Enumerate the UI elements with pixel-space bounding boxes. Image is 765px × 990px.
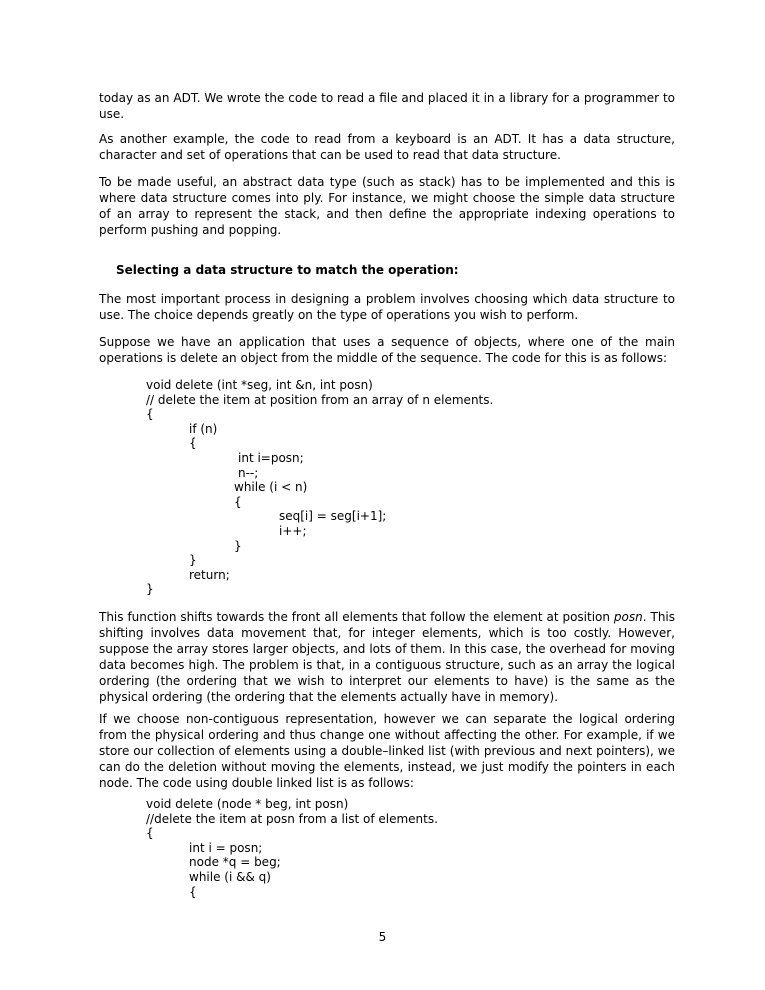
section-heading: Selecting a data structure to match the operation: <box>116 263 459 277</box>
page-number: 5 <box>378 930 387 944</box>
paragraph-italic-term: posn <box>613 610 643 624</box>
code-line: { <box>189 436 197 451</box>
code-line: // delete the item at position from an array of n elements. <box>146 392 494 407</box>
paragraph-text: This function shifts towards the front all elements that follow the element at position <box>99 610 614 624</box>
code-line: if (n) <box>189 421 218 436</box>
code-line: node *q = beg; <box>189 855 281 870</box>
paragraph-implementation: To be made useful, an abstract data type (such as stack) has to be implemented and this is where data structure comes into ply. For instance, we might choose the simple data structure of an array to represent the stack, and then define the appropriate indexing operations to perform pushing and popping. <box>99 175 675 237</box>
code-line: n--; <box>238 465 259 480</box>
paragraph-shifting-explanation <box>99 609 675 705</box>
code-line: return; <box>189 567 230 582</box>
code-line: { <box>189 884 197 899</box>
code-line: { <box>146 407 154 422</box>
paragraph-application-example: Suppose we have an application that uses a sequence of objects, where one of the main operations is delete an object from the middle of the sequence. The code for this is as follows: <box>99 335 675 365</box>
code-line: { <box>234 494 242 509</box>
paragraph-non-contiguous: If we choose non-contiguous representation, however we can separate the logical ordering from the physical ordering and thus change one without affecting the other. For example, if we store our collection of elements using a double–linked list (with previous and next pointers), we can do the deletion without moving the elements, instead, we just modify the pointers in each node. The code using double linked list is as follows: <box>99 712 675 790</box>
code-line: } <box>234 538 242 553</box>
code-line: void delete (int *seg, int &n, int posn) <box>146 378 373 392</box>
code-line: //delete the item at posn from a list of elements. <box>146 811 438 826</box>
code-line: } <box>189 553 197 568</box>
code-line: } <box>146 582 154 597</box>
paragraph-adt-file: today as an ADT. We wrote the code to read a file and placed it in a library for a programmer to use. <box>99 91 675 121</box>
code-line: seq[i] = seg[i+1]; <box>279 509 387 524</box>
code-line: while (i < n) <box>234 480 308 495</box>
paragraph-keyboard-adt: As another example, the code to read from a keyboard is an ADT. It has a data structure, character and set of operations that can be used to read that data structure. <box>99 132 675 162</box>
code-block-list-delete <box>146 797 438 899</box>
code-line: while (i && q) <box>189 869 271 884</box>
code-line: void delete (node * beg, int posn) <box>146 797 349 811</box>
code-line: int i=posn; <box>238 450 304 465</box>
paragraph-text: . This shifting involves data movement that, for integer elements, which is too costly. However, suppose the array stores larger objects, and lots of them. In this case, the overhead for moving data becomes high. The problem is that, in a contiguous structure, such as an array the logical ordering (the ordering that we wish to interpret our elements to have) is the same as the physical ordering (the ordering that the elements actually have in memory). <box>99 610 676 704</box>
code-line: i++; <box>279 523 307 538</box>
code-line: { <box>146 826 154 841</box>
code-block-array-delete <box>146 378 493 597</box>
paragraph-choosing-structure: The most important process in designing a problem involves choosing which data structure to use. The choice depends greatly on the type of operations you wish to perform. <box>99 292 675 322</box>
code-line: int i = posn; <box>189 840 263 855</box>
